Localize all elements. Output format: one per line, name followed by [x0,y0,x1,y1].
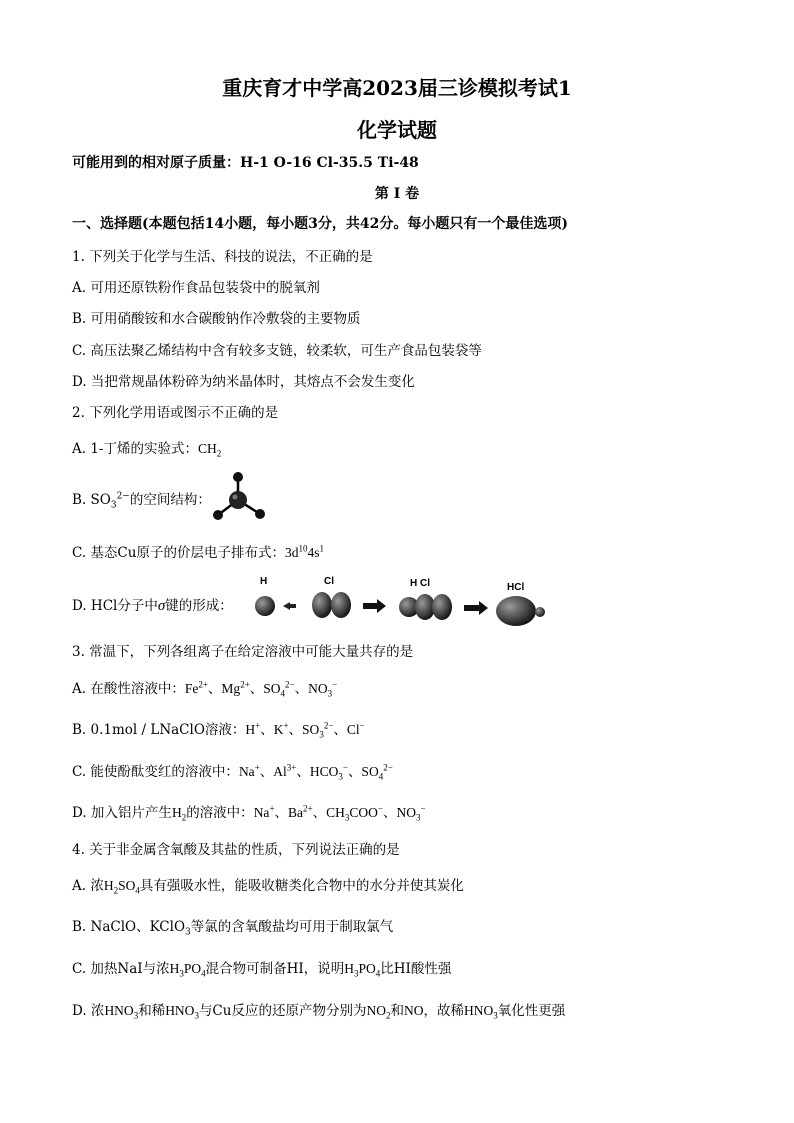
volume-label: 第 I 卷 [374,186,420,202]
q4-stem: 4. 关于非金属含氧酸及其盐的性质，下列说法正确的是 [72,842,400,858]
q4-option-c: C. 加热NaI与浓$H_3PO_4$混合物可制备HI，说明$H_3PO_4$比HI酸性强 [72,961,452,979]
q2-stem: 2. 下列化学用语或图示不正确的是 [72,405,279,421]
q4-option-b: B. NaClO、KClO$_3$等氯的含氧酸盐均可用于制取氯气 [72,919,394,938]
q4-option-a: A. 浓$H_2SO_4$具有强吸水性，能吸收糖类化合物中的水分并使其炭化 [72,878,464,896]
q1-option-d: D. 当把常规晶体粉碎为纳米晶体时，其熔点不会发生变化 [72,374,415,390]
q3-option-d: D. 加入铝片产生$H_2$的溶液中：Na+、$Ba^{2+}$、$CH_3COO^-$、$NO_3^-$ [72,803,426,823]
orbital-label-hcl: HCl [507,582,525,593]
q3-option-a: A. 在酸性溶液中：$Fe^{2+}$、$Mg^{2+}$、$SO_4^{2-}$、$NO_3^-$ [72,679,338,699]
atomic-masses: 可能用到的相对原子质量：H-1 O-16 Cl-35.5 Ti-48 [72,155,419,171]
section-heading: 一、选择题(本题包括14小题，每小题3分，共42分。每小题只有一个最佳选项) [72,216,568,232]
so3-structure-icon [205,470,275,526]
q3-option-c: C. 能使酚酞变红的溶液中：Na+、$Al^{3+}$、$HCO_3^-$、$SO_4^{2-}$ [72,762,393,782]
orbital-label-cl: Cl [324,576,334,587]
q1-option-c: C. 高压法聚乙烯结构中含有较多支链，较柔软，可生产食品包装袋等 [72,343,482,359]
q2-option-c: C. 基态Cu原子的价层电子排布式：$3d^{10}4s^1$ [72,543,324,561]
q2-option-b: B. $SO_3^{2-}$的空间结构： [72,491,211,511]
q2-option-a: A. 1-丁烯的实验式：$CH_2$ [72,441,222,459]
orbital-label-h: H [260,576,268,587]
q3-stem: 3. 常温下，下列各组离子在给定溶液中可能大量共存的是 [72,644,414,660]
q1-option-a: A. 可用还原铁粉作食品包装袋中的脱氧剂 [72,280,320,296]
orbital-label-hcl-sep: H Cl [410,578,430,589]
q3-option-b: B. 0.1mol / LNaClO溶液：H+、K+、$SO_3^{2-}$、Cl− [72,720,365,740]
q4-option-d: D. 浓$HNO_3$和稀$HNO_3$与Cu反应的还原产物分别为$NO_2$和NO，故稀$HNO_3$氧化性更强 [72,1003,566,1021]
sigma-bond-diagram [250,572,550,634]
exam-subtitle: 化学试题 [357,118,437,142]
q1-stem: 1. 下列关于化学与生活、科技的说法，不正确的是 [72,249,373,265]
exam-title: 重庆育才中学高2023届三诊模拟考试1 [222,76,572,100]
q2-option-d: D. HCl分子中σ键的形成： [72,598,233,614]
q1-option-b: B. 可用硝酸铵和水合碳酸钠作冷敷袋的主要物质 [72,311,361,327]
